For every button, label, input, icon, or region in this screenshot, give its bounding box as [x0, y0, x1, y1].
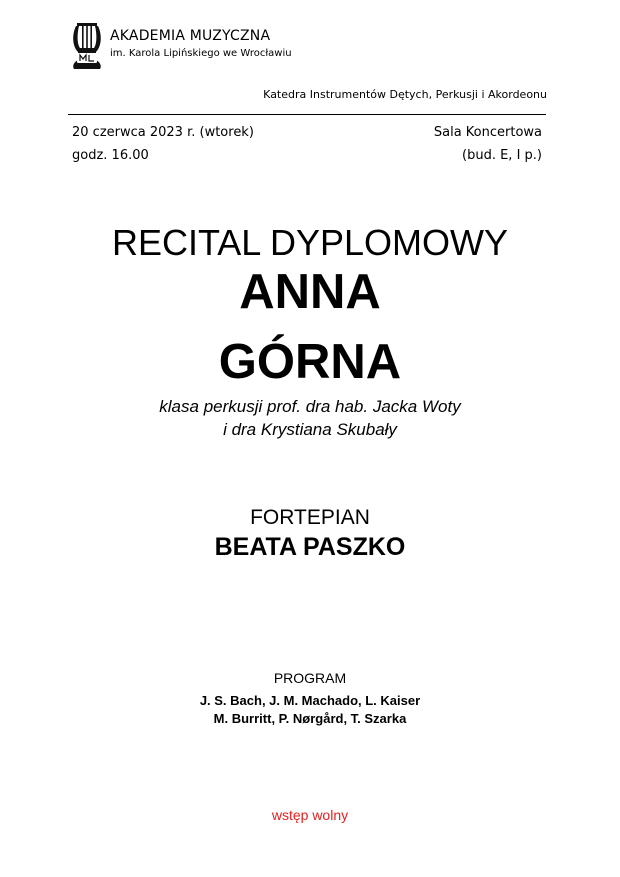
institution-name: AKADEMIA MUZYCZNA [110, 28, 271, 44]
recital-title: RECITAL DYPLOMOWY [111, 222, 509, 263]
program-heading: PROGRAM [273, 670, 347, 686]
department-name: Katedra Instrumentów Dętych, Perkusji i Akordeonu [263, 88, 547, 101]
program-composers-line2: M. Burritt, P. Nørgård, T. Szarka [213, 711, 407, 726]
event-time: godz. 16.00 [72, 148, 149, 163]
event-venue-detail: (bud. E, I p.) [462, 148, 542, 163]
performer-first-name: ANNA [239, 265, 381, 319]
event-date: 20 czerwca 2023 r. (wtorek) [72, 125, 254, 140]
accompanist-name: BEATA PASZKO [214, 533, 406, 561]
performer-last-name: GÓRNA [218, 335, 402, 389]
event-venue: Sala Koncertowa [433, 125, 542, 140]
lyre-logo-icon [70, 20, 104, 72]
accompaniment-instrument: FORTEPIAN [250, 506, 370, 529]
class-info-line2: i dra Krystiana Skubały [223, 420, 397, 439]
header-divider [68, 114, 546, 115]
admission-note: wstęp wolny [271, 807, 349, 823]
institution-subtitle: im. Karola Lipińskiego we Wrocławiu [110, 48, 292, 59]
class-info-line1: klasa perkusji prof. dra hab. Jacka Woty [159, 397, 461, 416]
program-composers-line1: J. S. Bach, J. M. Machado, L. Kaiser [199, 693, 421, 708]
